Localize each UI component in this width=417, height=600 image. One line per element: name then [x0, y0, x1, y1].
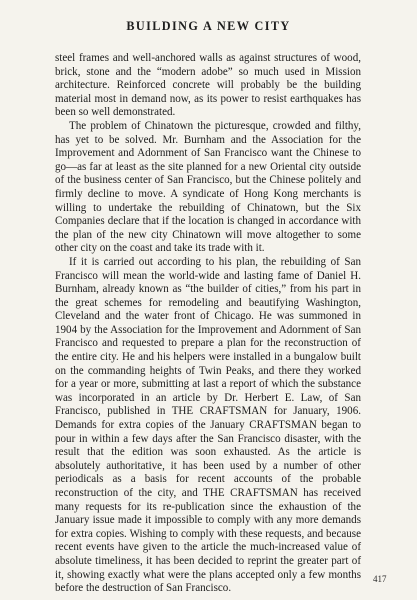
paragraph-continuation: steel frames and well-anchored walls as against structures of wood, brick, stone and the “modern adobe” so much used in Mission architecture. Reinforced concrete will probably be the building material most in demand now, as its power to resist earthquakes has been so well demonstrated. [55, 52, 361, 119]
paragraph-chinatown: The problem of Chinatown the picturesque, crowded and filthy, has yet to be solved. Mr. Burnham and the Association for the Improvement and Adornment of San Francisco want the Chinese to go—as far at least as the site planned for a new Oriental city outside of the business center of San Francisco, but the Chinese politely and firmly decline to move. A syndicate of Hong Kong merchants is willing to undertake the rebuilding of Chinatown, but the Six Companies declare that if the location is changed in accordance with the plan of the new city Chinatown will move altogether to some other city on the coast and take its trade with it. [55, 119, 361, 255]
paragraph-burnham: If it is carried out according to his plan, the rebuilding of San Francisco will mean the world-wide and lasting fame of Daniel H. Burnham, already known as “the builder of cities,” from his part in the great schemes for remodeling and beautifying Washington, Cleveland and the water front of Chicago. He was summoned in 1904 by the Association for the Improvement and Adornment of San Francisco and requested to prepare a plan for the reconstruction of the entire city. He and his helpers were installed in a bungalow built on the commanding heights of Twin Peaks, and there they worked for a year or more, submitting at last a report of which the substance was incorporated in an article by Dr. Herbert E. Law, of San Francisco, published in THE CRAFTSMAN for January, 1906. Demands for extra copies of the January CRAFTSMAN began to pour in within a few days after the San Francisco disaster, with the result that the edition was soon exhausted. As the article is absolutely authoritative, it has been used by a number of other periodicals as a basis for recent accounts of the probable reconstruction of the city, and THE CRAFTSMAN has received many requests for its re-publication since the exhaustion of the January issue made it impossible to comply with any more demands for extra copies. Wishing to comply with these requests, and because recent events have given to the article the much-increased value of absolute timeliness, it has been decided to reprint the greater part of it, showing exactly what were the plans accepted only a few months before the destruction of San Francisco. [55, 255, 361, 595]
page-number: 417 [373, 574, 387, 584]
running-head: BUILDING A NEW CITY [126, 19, 291, 33]
body-text [55, 52, 361, 596]
